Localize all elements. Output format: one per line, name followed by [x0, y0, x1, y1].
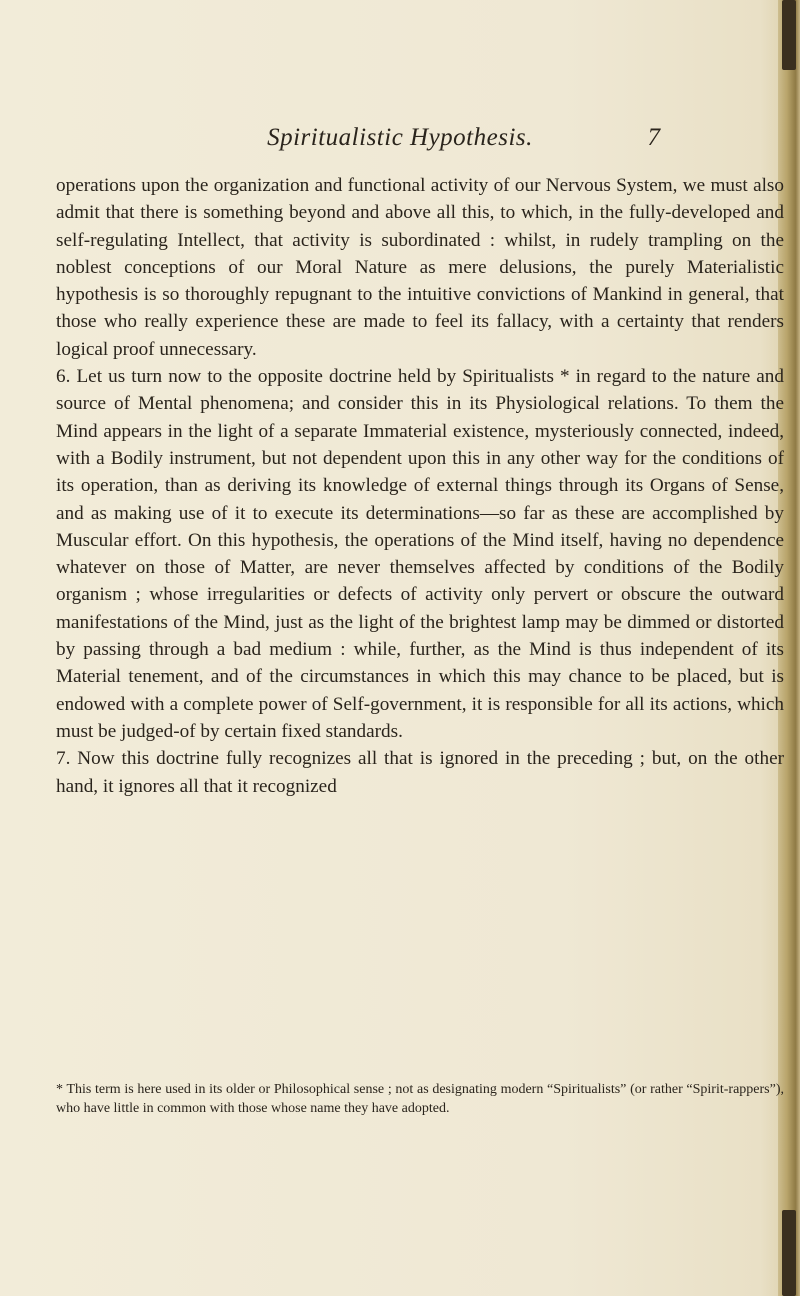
page-header — [140, 118, 660, 168]
footnote — [56, 1080, 784, 1118]
paragraph-section-7: 7. Now this doctrine fully recognizes all that is ignored in the preceding ; but, on the other hand, it ignores all that it recognized — [56, 748, 784, 797]
page-number: 7 — [647, 124, 660, 151]
edge-shadow-mark — [782, 1210, 796, 1296]
footnote-text: * This term is here used in its older or Philosophical sense ; not as designating modern “Spiritualists” (or rather “Spirit-rappers”), who have little in common with those whose name they have adopted. — [56, 1082, 784, 1116]
running-head: Spiritualistic Hypothesis. — [267, 124, 533, 151]
edge-shadow-mark — [782, 0, 796, 70]
paragraph-continuation: operations upon the organization and functional activity of our Nervous System, we must also admit that there is something beyond and above all this, to which, in the fully-developed and self-regulating Intellect, that activity is subordinated : whilst, in rudely trampling on the noblest conceptions of our Moral Nature as mere delusions, the purely Materialistic hypothesis is so thoroughly repugnant to the intuitive convictions of Mankind in general, that those who really experience these are made to feel its fallacy, with a certainty that renders logical proof unnecessary. — [56, 175, 784, 360]
paragraph-section-6: 6. Let us turn now to the opposite doctrine held by Spiritualists * in regard to the nature and source of Mental phenomena; and consider this in its Physiological relations. To them the Mind appears in the light of a separate Immaterial existence, mysteriously connected, indeed, with a Bodily instrument, but not dependent upon this in any other way for the conditions of its operation, than as deriving its knowledge of external things through its Organs of Sense, and as making use of it to execute its determinations—so far as these are accomplished by Muscular effort. On this hypothesis, the operations of the Mind itself, having no dependence whatever on those of Matter, are never themselves affected by conditions of the Bodily organism ; whose irregularities or defects of activity only pervert or obscure the outward manifestations of the Mind, just as the light of the brightest lamp may be dimmed or distorted by passing through a bad medium : while, further, as the Mind is thus independent of its Material tenement, and of the circumstances in which this may chance to be placed, but is endowed with a complete power of Self-government, it is responsible for all its actions, which must be judged-of by certain fixed standards. — [56, 366, 784, 742]
body-text — [56, 172, 784, 800]
